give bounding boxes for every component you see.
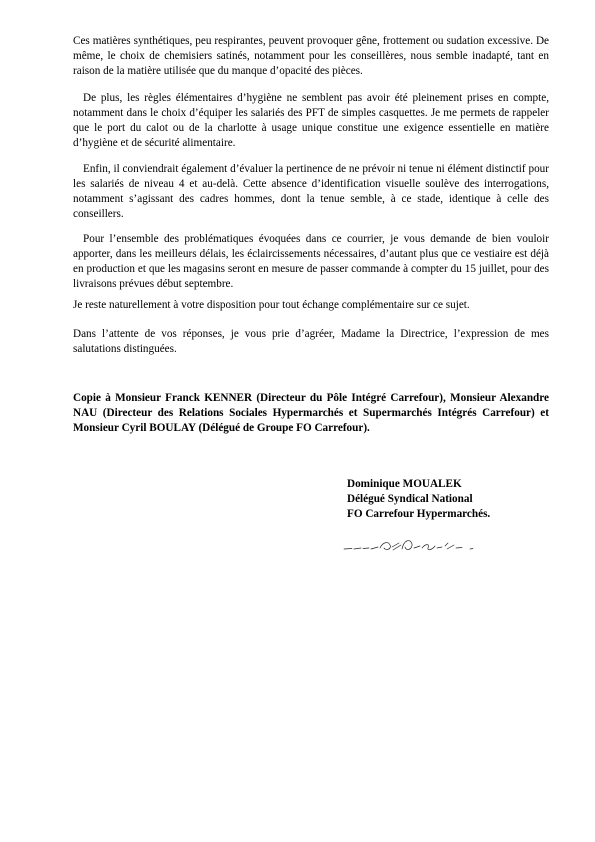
paragraph-availability: Je reste naturellement à votre disposition pour tout échange complémentaire sur ce sujet. — [73, 299, 470, 311]
signatory-organization: FO Carrefour Hypermarchés. — [347, 508, 491, 520]
signatory-block — [347, 477, 567, 522]
paragraph-closing-formula: Dans l’attente de vos réponses, je vous prie d’agréer, Madame la Directrice, l’expression de mes salutations distinguées. — [73, 328, 549, 355]
paragraph-request-clarifications: Pour l’ensemble des problématiques évoquées dans ce courrier, je vous demande de bien vouloir apporter, dans les meilleurs délais, les éclaircissements nécessaires, d’autant plus que ce vestiaire est déjà en production et que les magasins seront en mesure de passer commande à compter du 15 juillet, pour des livraisons prévues début septembre. — [73, 233, 549, 290]
handwritten-signature — [342, 536, 477, 558]
paragraph-level-4-staff: Enfin, il conviendrait également d’évaluer la pertinence de ne prévoir ni tenue ni élément distinctif pour les salariés de niveau 4 et au-delà. Cette absence d’identification visuelle soulève des interrogations, notamment s’agissant des cadres hommes, dont la tenue semble, à ce stade, identique à celle des conseillers. — [73, 163, 549, 220]
paragraph-hygiene-rules: De plus, les règles élémentaires d’hygiène ne semblent pas avoir été pleinement prises en compte, notamment dans le choix d’équiper les salariés des PFT de simples casquettes. Je me permets de rappeler que le port du calot ou de la charlotte à usage unique constitue une exigence essentielle en matière d’hygiène et de sécurité alimentaire. — [73, 92, 549, 149]
copy-notice: Copie à Monsieur Franck KENNER (Directeur du Pôle Intégré Carrefour), Monsieur Alexandre NAU (Directeur des Relations Sociales Hypermarchés et Supermarchés Intégrés Carrefour) et Monsieur Cyril BOULAY (Délégué de Groupe FO Carrefour). — [73, 392, 549, 434]
signatory-role: Délégué Syndical National — [347, 493, 473, 505]
paragraph-synthetic-materials: Ces matières synthétiques, peu respirantes, peuvent provoquer gêne, frottement ou sudation excessive. De même, le choix de chemisiers satinés, notamment pour les conseillères, nous semble inadapté, tant en raison de la matière utilisée que du manque d’opacité des pièces. — [73, 35, 549, 77]
signatory-name: Dominique MOUALEK — [347, 478, 462, 490]
